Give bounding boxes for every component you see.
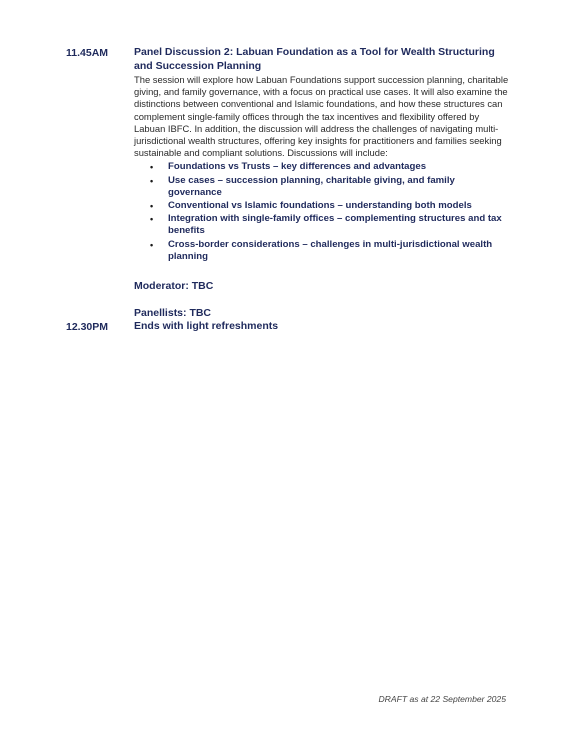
panellists-line: Panellists: TBC: [134, 307, 212, 320]
topic-text: Use cases – succession planning, charitable giving, and family governance: [168, 174, 455, 198]
list-item: [134, 200, 510, 212]
bullet-icon: •: [150, 162, 154, 173]
session-content: [134, 320, 510, 334]
list-item: [134, 175, 510, 199]
draft-date-note: DRAFT as at 22 September 2025: [378, 694, 506, 704]
topic-text: Cross-border considerations – challenges in multi-jurisdictional wealth planning: [168, 238, 493, 262]
list-item: [134, 161, 510, 173]
session-time: 11.45AM: [66, 47, 109, 59]
session-title: Panel Discussion 2: Labuan Foundation as a Tool for Wealth Structuring and Succession Planning: [134, 46, 495, 72]
topic-text: Integration with single-family offices – complementing structures and tax benefits: [168, 213, 502, 237]
topic-text: Conventional vs Islamic foundations – understanding both models: [168, 200, 472, 212]
list-item: [134, 213, 510, 237]
session-content: [134, 46, 510, 320]
session-time: 12.30PM: [66, 321, 109, 333]
topic-text: Foundations vs Trusts – key differences and advantages: [168, 161, 427, 173]
discussion-topics-list: [134, 161, 510, 263]
bullet-icon: •: [150, 239, 154, 250]
moderator-line: Moderator: TBC: [134, 280, 214, 293]
list-item: [134, 239, 510, 263]
bullet-icon: •: [150, 201, 154, 212]
bullet-icon: •: [150, 214, 154, 225]
session-description: The session will explore how Labuan Foundations support succession planning, charitable giving, and family governance, with a focus on practical use cases. It will also examine the distinctions between conventional and Islamic foundations, and how these structures can complement single-family offices through the tax incentives and flexibility offered by Labuan IBFC. In addition, the discussion will address the challenges of navigating multi-jurisdictional wealth structures, offering key insights for practitioners and families seeking sustainable and compliant solutions. Discussions will include:: [134, 74, 509, 159]
bullet-icon: •: [150, 175, 154, 186]
session-title: Ends with light refreshments: [134, 320, 279, 332]
